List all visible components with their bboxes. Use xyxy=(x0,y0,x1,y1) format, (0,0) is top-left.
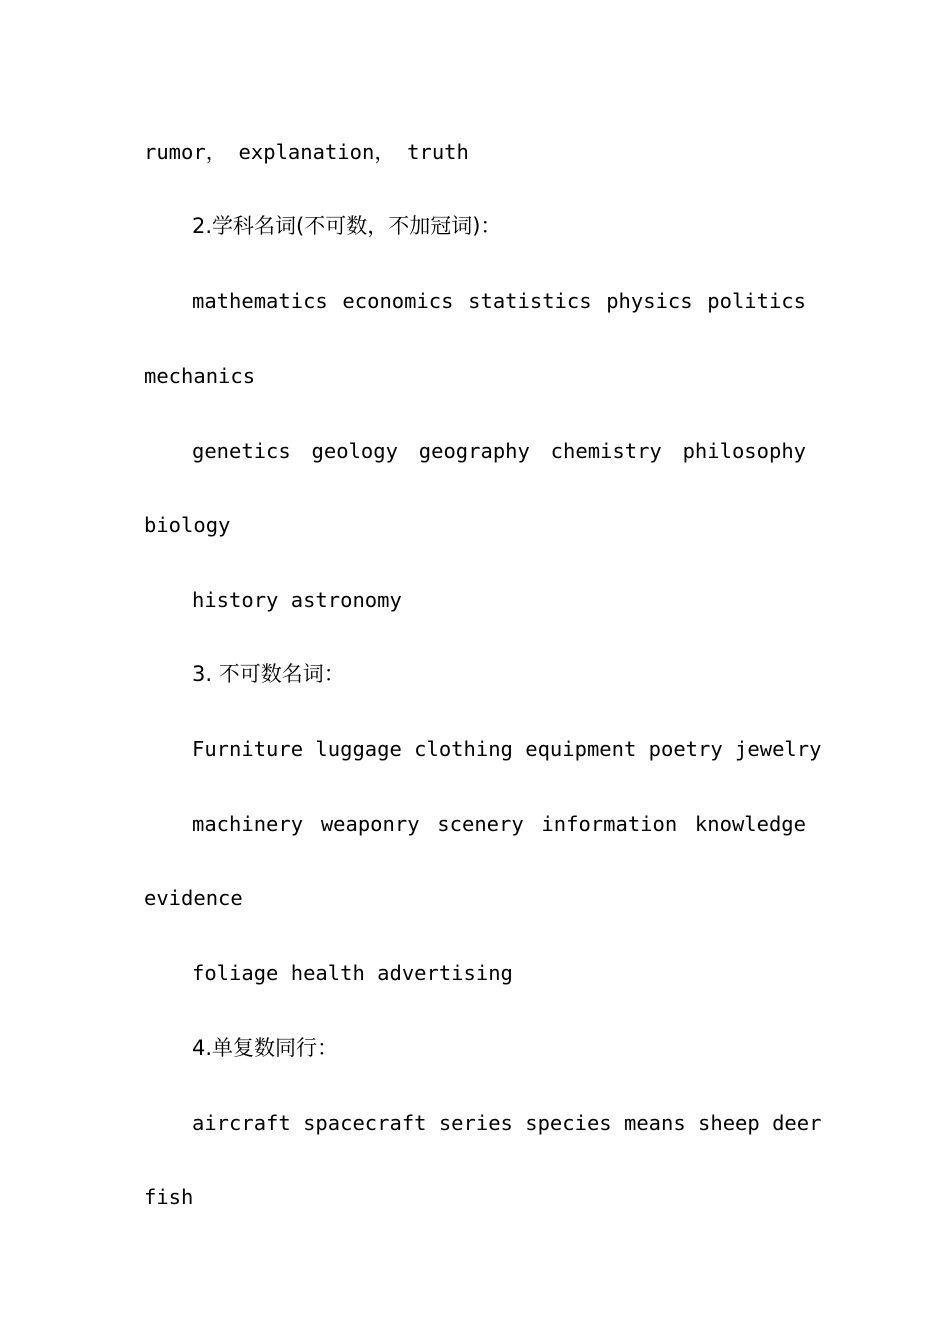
section-heading-uncountable-nouns: 3. 不可数名词： xyxy=(192,662,345,686)
text-line-uncountable-2-cont: evidence xyxy=(144,886,243,910)
text-line-subjects-1: mathematics economics statistics physics politics xyxy=(192,289,806,313)
section-heading-subject-nouns: 2.学科名词(不可数，不加冠词)： xyxy=(192,214,502,238)
text-line-same-plural-1-cont: fish xyxy=(144,1185,194,1209)
text-line-subjects-2: genetics geology geography chemistry philosophy xyxy=(192,439,806,463)
section-heading-same-plural: 4.单复数同行： xyxy=(192,1036,339,1060)
text-line-uncountable-2: machinery weaponry scenery information knowledge xyxy=(192,812,806,836)
text-line-subjects-2-cont: biology xyxy=(144,513,231,537)
text-line-same-plural-1: aircraft spacecraft series species means sheep deer xyxy=(192,1111,822,1135)
text-line-uncountable-1: Furniture luggage clothing equipment poetry jewelry xyxy=(192,737,822,761)
text-line-uncountable-3: foliage health advertising xyxy=(192,961,513,985)
text-line-subjects-1-cont: mechanics xyxy=(144,364,256,388)
text-line-truth-nouns: rumor， explanation， truth xyxy=(144,140,469,164)
text-line-subjects-3: history astronomy xyxy=(192,588,402,612)
